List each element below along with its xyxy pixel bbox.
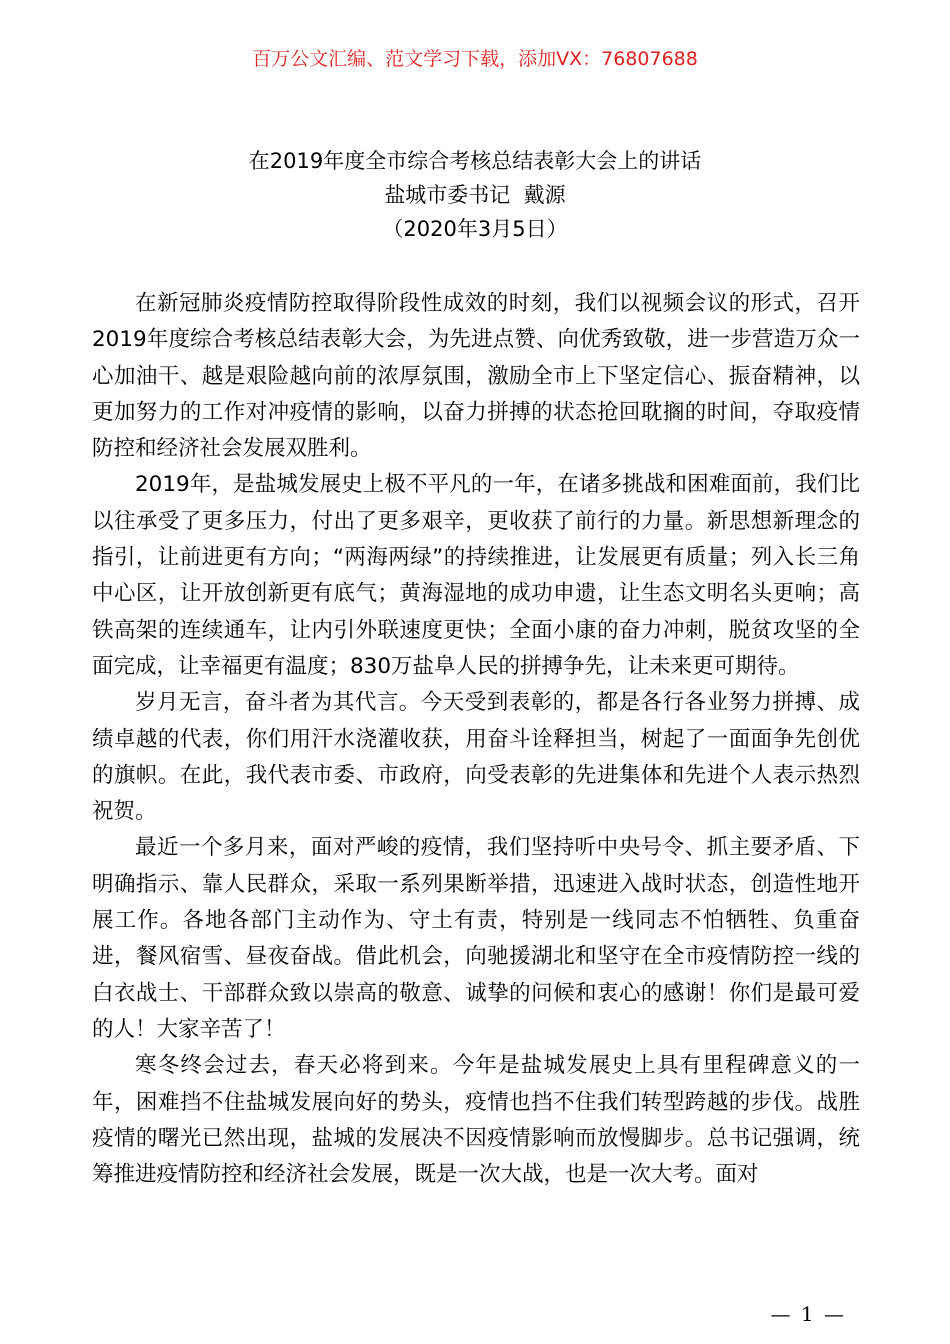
speech-body [92, 286, 860, 1193]
paragraph: 最近一个多月来，面对严峻的疫情，我们坚持听中央号令、抓主要矛盾、下明确指示、靠人民群众，采取一系列果断举措，迅速进入战时状态，创造性地开展工作。各地各部门主动作为、守土有责，特别是一线同志不怕牺牲、负重奋进，餐风宿雪、昼夜奋战。借此机会，向驰援湖北和坚守在全市疫情防控一线的白衣战士、干部群众致以崇高的敬意、诚挚的问候和衷心的感谢！你们是最可爱的人！大家辛苦了！ [92, 835, 860, 1042]
speaker-line: 盐城市委书记 戴源 [384, 183, 566, 207]
page-number: — 1 — [770, 1302, 846, 1326]
paragraph: 2019年，是盐城发展史上极不平凡的一年，在诸多挑战和困难面前，我们比以往承受了更多压力，付出了更多艰辛，更收获了前行的力量。新思想新理念的指引，让前进更有方向；“两海两绿”的持续推进，让发展更有质量；列入长三角中心区，让开放创新更有底气；黄海湿地的成功申遗，让生态文明名头更响；高铁高架的连续通车，让内引外联速度更快；全面小康的奋力冲刺，脱贫攻坚的全面完成，让幸福更有温度；830万盐阜人民的拼搏争先，让未来更可期待。 [92, 472, 860, 679]
title-block [0, 144, 950, 246]
paragraph: 岁月无言，奋斗者为其代言。今天受到表彰的，都是各行各业努力拼搏、成绩卓越的代表，你们用汗水浇灌收获，用奋斗诠释担当，树起了一面面争先创优的旗帜。在此，我代表市委、市政府，向受表彰的先进集体和先进个人表示热烈祝贺。 [92, 690, 860, 825]
watermark-header: 百万公文汇编、范文学习下载，添加VX：76807688 [252, 48, 698, 70]
paragraph: 在新冠肺炎疫情防控取得阶段性成效的时刻，我们以视频会议的形式，召开2019年度综合考核总结表彰大会，为先进点赞、向优秀致敬，进一步营造万众一心加油干、越是艰险越向前的浓厚氛围，激励全市上下坚定信心、振奋精神，以更加努力的工作对冲疫情的影响，以奋力拼搏的状态抢回耽搁的时间，夺取疫情防控和经济社会发展双胜利。 [92, 291, 860, 462]
paragraph: 寒冬终会过去，春天必将到来。今年是盐城发展史上具有里程碑意义的一年，困难挡不住盐城发展向好的势头，疫情也挡不住我们转型跨越的步伐。战胜疫情的曙光已然出现，盐城的发展决不因疫情影响而放慢脚步。总书记强调，统筹推进疫情防控和经济社会发展，既是一次大战，也是一次大考。面对 [92, 1053, 860, 1188]
speech-date: （2020年3月5日） [382, 217, 568, 241]
speech-title: 在2019年度全市综合考核总结表彰大会上的讲话 [248, 149, 702, 173]
